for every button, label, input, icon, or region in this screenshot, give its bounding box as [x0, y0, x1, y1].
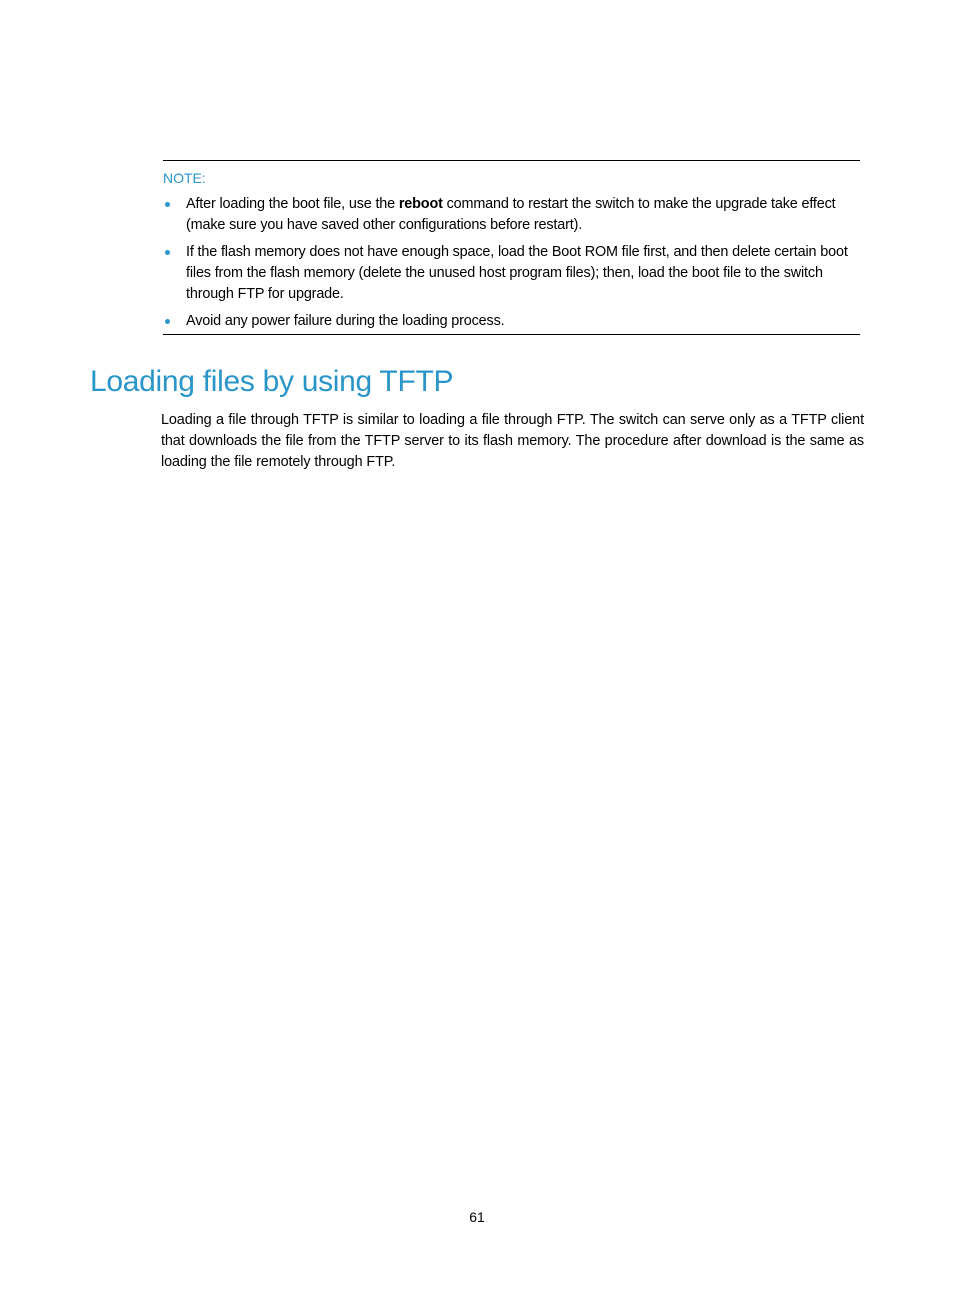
bullet-icon [165, 250, 170, 255]
body-paragraph: Loading a file through TFTP is similar to loading a file through FTP. The switch can serve only as a TFTP client that downloads the file from the TFTP server to its flash memory. The procedure after download is the same as loading the file remotely through FTP. [161, 412, 864, 470]
note-list [163, 194, 860, 332]
reboot-command: reboot [398, 196, 443, 212]
note-box [163, 160, 860, 335]
note-item-text-before: After loading the boot file, use the [186, 196, 399, 212]
note-item-text: If the flash memory does not have enough space, load the Boot ROM file first, and then delete certain boot files from the flash memory (delete the unused host program files); then, load the boot file to the switch through FTP for upgrade. [186, 244, 848, 302]
page-number: 61 [469, 1209, 485, 1225]
note-item [163, 242, 860, 305]
note-item [163, 194, 860, 236]
bullet-icon [165, 319, 170, 324]
note-label: NOTE: [163, 170, 206, 186]
note-item-text-after: command to restart the switch to make the upgrade take effect (make sure you have saved other configurations before restart). [186, 196, 836, 233]
note-item-text: Avoid any power failure during the loading process. [186, 313, 505, 329]
note-item [163, 311, 860, 332]
section-title: Loading files by using TFTP [90, 365, 454, 398]
bullet-icon [165, 202, 170, 207]
